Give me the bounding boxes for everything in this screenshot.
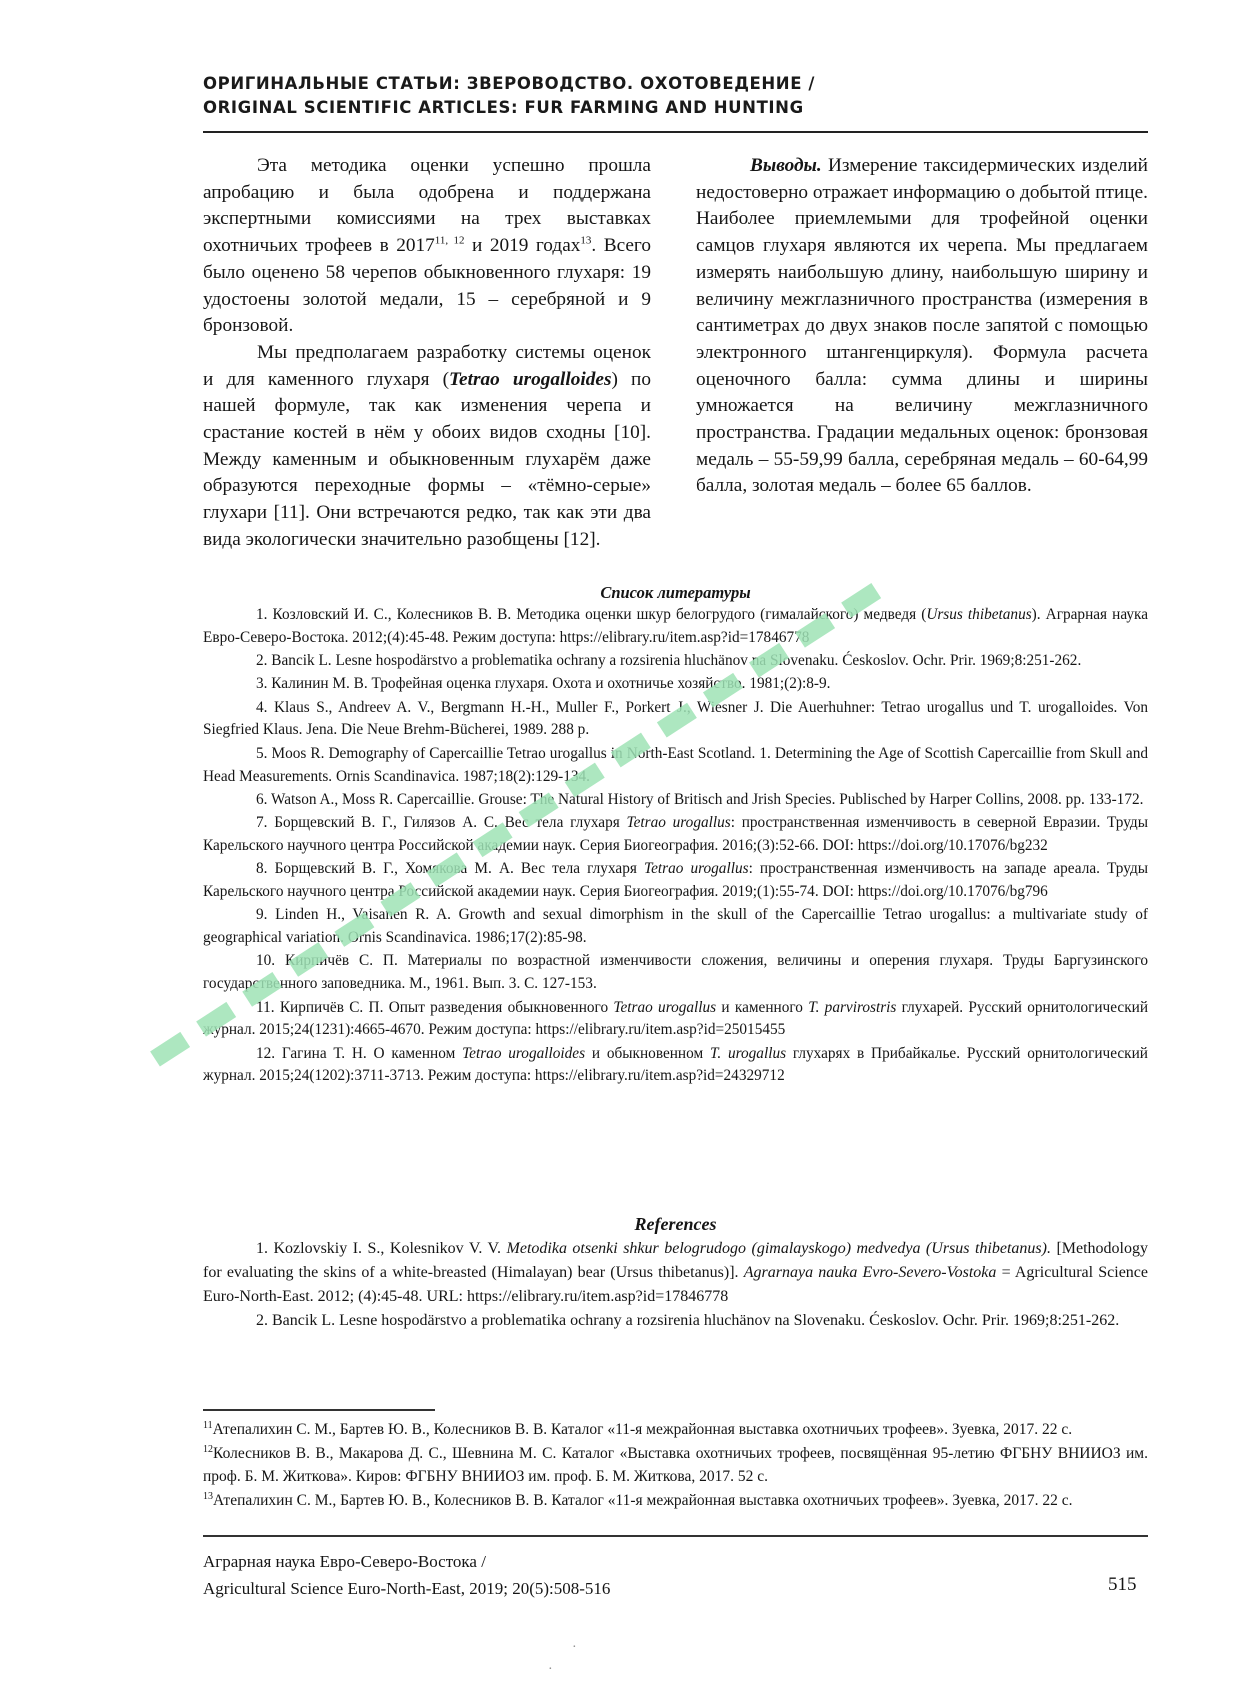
footnote-item: $^{13}$Атепалихин С. М., Бартев Ю. В., Колесников В. В. Каталог «11-я межрайонная выставка охотничьих трофеев». Зуевка, 2017. 22 с. [203, 1490, 1073, 1509]
reference-item: 5. Moos R. Demography of Capercaillie Tetrao urogallus in North-East Scotland. 1. Determining the Age of Scottish Capercaillie from Skull and Head Measurements. Ornis Scandinavica. 1987;18(2):129-134. [203, 744, 1148, 785]
reference-item: 1. Kozlovskiy I. S., Kolesnikov V. V. Metodika otsenki shkur belogrudogo (gimalayskogo) medvedya (Ursus thibetanus). [Methodology for evaluating the skins of a white-breasted (Himalayan) bear (Ursus thibetanus)]. Agrarnaya nauka Evro-Severo-Vostoka = Agricultural Science Euro-North-East. 2012; (4):45-48. URL: https://elibrary.ru/item.asp?id=17846778 [203, 1240, 1148, 1305]
reference-item: 10. Кирпичёв С. П. Материалы по возрастной изменчивости сложения, величины и оперения глухаря. Труды Баргузинского государственного заповедника. М., 1961. Вып. 3. С. 127-153. [203, 952, 1148, 993]
left-column [203, 153, 651, 554]
reference-item: 9. Linden H., Vaisanen R. A. Growth and sexual dimorphism in the skull of the Capercaillie Tetrao urogallus: a multivariate study of geographical variation. Ornis Scandinavica. 1986;17(2):85-98. [203, 906, 1148, 947]
paragraph-proposal: Мы предполагаем разработку системы оценок и для каменного глухаря (Tetrao urogalloides) по нашей формуле, так как изменения черепа и срастание костей в нём у обоих видов сходны [10]. Между каменным и обыкновенным глухарём даже образуются переходные формы – «тёмно-серые» глухари [11]. Они встречаются редко, так как эти два вида экологически значительно разобщены [12]. [203, 341, 651, 550]
reference-item: 8. Борщевский В. Г., Хомякова М. А. Вес тела глухаря Tetrao urogallus: пространственная изменчивость на западе ареала. Труды Карельского научного центра Российской академии наук. Серия Биогеография. 2019;(1):55-74. DOI: https://doi.org/10.17076/bg796 [203, 860, 1149, 901]
footnote-item: $^{12}$Колесников В. В., Макарова Д. С., Шевнина М. С. Каталог «Выставка охотничьих трофеев, посвящённая 95-летию ФГБНУ ВНИИОЗ им. проф. Б. М. Житкова». Киров: ФГБНУ ВНИИОЗ им. проф. Б. М. Житкова, 2017. 52 с. [203, 1443, 1148, 1485]
references-ru-title: Список литературы [600, 583, 751, 602]
paragraph-evaluation: Эта методика оценки успешно прошла апробацию и была одобрена и поддержана экспертными комиссиями на трех выставках охотничьих трофеев в 2017$^{11, 12}$ и 2019 годах$^{13}$. Всего было оценено 58 черепов обыкновенного глухаря: 19 удостоены золотой медали, 15 – серебряной и 9 бронзовой. [203, 155, 651, 337]
references-ru [203, 582, 1148, 1089]
reference-item: 4. Klaus S., Andreev A. V., Bergmann H.-H., Muller F., Porkert J., Wiesner J. Die Auerhuhner: Tetrao urogallus und T. urogalloides. Von Siegfried Klaus. Jena. Die Neue Brehm-Bücherei, 1989. 288 p. [203, 698, 1148, 739]
footer-rule [203, 1535, 1148, 1537]
species-name: Tetrao urogalloides [449, 368, 612, 390]
conclusions-lead: Выводы. [750, 155, 822, 176]
footnote-item: $^{11}$Атепалихин С. М., Бартев Ю. В., Колесников В. В. Каталог «11-я межрайонная выставка охотничьих трофеев». Зуевка, 2017. 22 с. [203, 1419, 1073, 1438]
reference-item: 6. Watson A., Moss R. Capercaillie. Grouse: The Natural History of Britisch and Jrish Species. Publisched by Harper Collins, 2008. pp. 133-172. [256, 790, 1144, 808]
references-en [203, 1213, 1148, 1333]
right-column [696, 153, 1148, 500]
journal-title-ru: Аграрная наука Евро-Северо-Востока / [203, 1552, 486, 1571]
footnote-rule [203, 1409, 435, 1411]
footnote-ref[interactable]: 13 [580, 234, 592, 247]
scan-speck: · [548, 1662, 553, 1677]
page-number: 515 [1108, 1574, 1137, 1595]
header-rule [203, 131, 1148, 133]
reference-item: 2. Bancik L. Lesne hospodärstvo a problematika ochrany a rozsirenia hluchänov na Slovenaku. Ćeskoslov. Ochr. Prir. 1969;8:251-262. [256, 1311, 1120, 1329]
footnote-ref[interactable]: 11, 12 [434, 234, 465, 247]
header-line-ru: ОРИГИНАЛЬНЫЕ СТАТЬИ: ЗВЕРОВОДСТВО. ОХОТОВЕДЕНИЕ / [203, 74, 816, 93]
footnotes [203, 1418, 1148, 1512]
header-line-en: ORIGINAL SCIENTIFIC ARTICLES: FUR FARMING AND HUNTING [203, 98, 804, 117]
journal-footer [203, 1548, 1148, 1602]
running-header [203, 72, 1153, 120]
reference-item: 11. Кирпичёв С. П. Опыт разведения обыкновенного Tetrao urogallus и каменного T. parvirostris глухарей. Русский орнитологический журнал. 2015;24(1231):4665-4670. Режим доступа: https://elibrary.ru/item.asp?id=25015455 [203, 998, 1149, 1039]
reference-item: 7. Борщевский В. Г., Гилязов А. С. Вес тела глухаря Tetrao urogallus: пространственная изменчивость в северной Евразии. Труды Карельского научного центра Российской академии наук. Серия Биогеография. 2016;(3):52-66. DOI: https://doi.org/10.17076/bg232 [203, 814, 1148, 854]
reference-item: 1. Козловский И. С., Колесников В. В. Методика оценки шкур белогрудого (гималайского) медведя (Ursus thibetanus). Аграрная наука Евро-Северо-Востока. 2012;(4):45-48. Режим доступа: https://elibrary.ru/item.asp?id=17846778 [203, 606, 1148, 646]
reference-item: 12. Гагина Т. Н. О каменном Tetrao urogalloides и обыкновенном T. urogallus глухарях в Прибайкалье. Русский орнитологический журнал. 2015;24(1202):3711-3713. Режим доступа: https://elibrary.ru/item.asp?id=24329712 [203, 1044, 1148, 1085]
reference-item: 2. Bancik L. Lesne hospodärstvo a problematika ochrany a rozsirenia hluchänov na Slovenaku. Ćeskoslov. Ochr. Prir. 1969;8:251-262. [256, 652, 1082, 670]
reference-item: 3. Калинин М. В. Трофейная оценка глухаря. Охота и охотничье хозяйство. 1981;(2):8-9. [256, 675, 831, 693]
references-en-title: References [634, 1214, 717, 1234]
scan-speck: · [572, 1640, 577, 1655]
journal-citation: Agricultural Science Euro-North-East, 2019; 20(5):508-516 [203, 1579, 611, 1598]
paragraph-conclusions: Выводы. Измерение таксидермических изделий недостоверно отражает информацию о добытой птице. Наиболее приемлемыми для трофейной оценки самцов глухаря являются их черепа. Мы предлагаем измерять наибольшую длину, наибольшую ширину и величину межглазничного пространства (измерения в сантиметрах до двух знаков после запятой с помощью электронного штангенциркуля). Формула расчета оценочного балла: сумма длины и ширины умножается на величину межглазничного пространства. Градации медальных оценок: бронзовая медаль – 55-59,99 балла, серебряная медаль – 60-64,99 балла, золотая медаль – более 65 баллов. [696, 155, 1148, 497]
